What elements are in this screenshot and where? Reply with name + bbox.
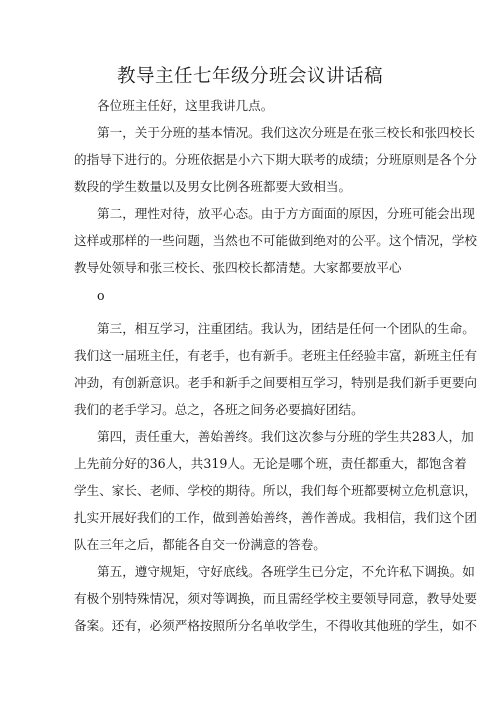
paragraph-line: 第一，关于分班的基本情况。我们这次分班是在张三校长和张四校长 [97, 125, 475, 140]
paragraph-line: 的指导下进行的。分班依据是小六下期大联考的成绩；分班原则是各个分 [74, 152, 477, 167]
paragraph-line: 教导处领导和张三校长、张四校长都清楚。大家都要放平心 [74, 260, 402, 275]
paragraph-line: 上先前分好的36人，共319人。无论是哪个班，责任都重大，都饱含着 [74, 456, 467, 471]
paragraph-line: 队在三年之后，都能各自交一份满意的答卷。 [74, 537, 326, 552]
paragraph-line: 这样或那样的一些问题，当然也不可能做到绝对的公平。这个情况，学校 [74, 233, 477, 248]
paragraph-line: 第五，遵守规矩，守好底线。各班学生已分定，不允许私下调换。如 [97, 564, 475, 579]
paragraph-line: 第三，相互学习，注重团结。我认为，团结是任何一个团队的生命。 [97, 321, 475, 336]
paragraph-line: 冲劲，有创新意识。老手和新手之间要相互学习，特别是我们新手更要向 [74, 375, 477, 390]
paragraph-line: 学生、家长、老师、学校的期待。所以，我们每个班都要树立危机意识， [74, 483, 477, 498]
paragraph-line: 第四，责任重大，善始善终。我们这次参与分班的学生共283人，加 [97, 429, 474, 444]
paragraph-greeting: 各位班主任好，这里我讲几点。 [97, 98, 274, 113]
paragraph-line: 我们的老手学习。总之，各班之间务必要搞好团结。 [74, 402, 364, 417]
paragraph-line: 有极个别特殊情况，须对等调换，而且需经学校主要领导同意，教导处要 [74, 591, 477, 606]
paragraph-line: o [97, 288, 105, 303]
document-title: 教导主任七年级分班会议讲话稿 [116, 66, 383, 87]
paragraph-line: 扎实开展好我们的工作，做到善始善终，善作善成。我相信，我们这个团 [74, 510, 477, 525]
paragraph-line: 备案。还有，必须严格按照所分名单收学生，不得收其他班的学生，如不 [74, 618, 477, 633]
paragraph-line: 第二，理性对待，放平心态。由于方方面面的原因，分班可能会出现 [97, 206, 475, 221]
paragraph-line: 数段的学生数量以及男女比例各班都要大致相当。 [74, 179, 352, 194]
paragraph-line: 我们这一届班主任，有老手，也有新手。老班主任经验丰富，新班主任有 [74, 348, 477, 363]
